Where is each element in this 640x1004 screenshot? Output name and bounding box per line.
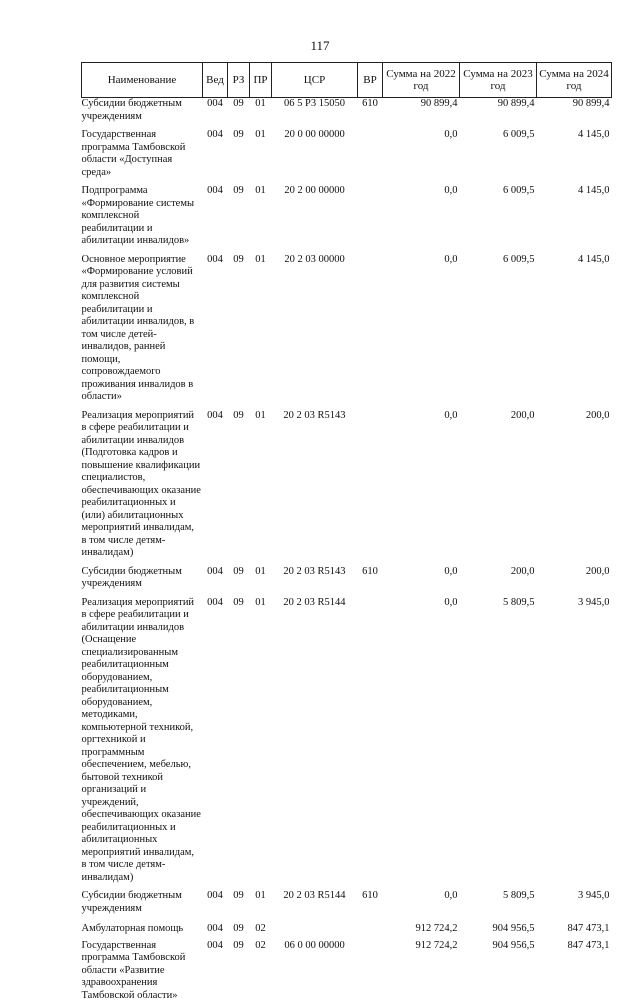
header-pr: ПР — [250, 63, 272, 98]
row-vr — [358, 181, 383, 250]
row-vr: 610 — [358, 562, 383, 593]
row-vr — [358, 593, 383, 887]
row-ved: 004 — [203, 181, 228, 250]
row-sum-2024: 847 473,1 — [537, 938, 612, 1004]
row-csr: 06 0 00 00000 — [272, 938, 358, 1004]
row-sum-2023: 90 899,4 — [460, 98, 537, 126]
row-pr: 01 — [250, 98, 272, 126]
row-vr: 610 — [358, 98, 383, 126]
row-sum-2022: 912 724,2 — [383, 938, 460, 1004]
table-row — [82, 938, 612, 1004]
row-csr: 20 0 00 00000 — [272, 125, 358, 181]
row-csr: 20 2 03 R5143 — [272, 406, 358, 562]
row-csr — [272, 917, 358, 938]
row-ved: 004 — [203, 250, 228, 406]
row-ved: 004 — [203, 562, 228, 593]
row-pr: 01 — [250, 593, 272, 887]
header-rz: РЗ — [228, 63, 250, 98]
row-name: Субсидии бюджетным учреждениям — [82, 562, 203, 593]
row-sum-2022: 0,0 — [383, 125, 460, 181]
row-sum-2023: 5 809,5 — [460, 593, 537, 887]
row-ved: 004 — [203, 406, 228, 562]
row-sum-2022: 0,0 — [383, 250, 460, 406]
row-pr: 01 — [250, 406, 272, 562]
row-sum-2022: 0,0 — [383, 562, 460, 593]
table-row — [82, 593, 612, 887]
row-sum-2023: 5 809,5 — [460, 886, 537, 917]
row-sum-2024: 90 899,4 — [537, 98, 612, 126]
row-rz: 09 — [228, 406, 250, 562]
row-csr: 20 2 00 00000 — [272, 181, 358, 250]
row-ved: 004 — [203, 593, 228, 887]
row-pr: 01 — [250, 562, 272, 593]
header-csr: ЦСР — [272, 63, 358, 98]
row-rz: 09 — [228, 917, 250, 938]
row-pr: 01 — [250, 125, 272, 181]
row-name: Амбулаторная помощь — [82, 917, 203, 938]
row-vr — [358, 917, 383, 938]
row-rz: 09 — [228, 886, 250, 917]
row-name: Субсидии бюджетным учреждениям — [82, 886, 203, 917]
row-rz: 09 — [228, 938, 250, 1004]
row-ved: 004 — [203, 917, 228, 938]
row-csr: 20 2 03 00000 — [272, 250, 358, 406]
header-sum-2023: Сумма на 2023 год — [460, 63, 537, 98]
row-ved: 004 — [203, 125, 228, 181]
row-ved: 004 — [203, 886, 228, 917]
table-row — [82, 886, 612, 917]
row-rz: 09 — [228, 562, 250, 593]
row-name: Субсидии бюджетным учреждениям — [82, 98, 203, 126]
row-sum-2023: 200,0 — [460, 406, 537, 562]
header-name: Наименование — [82, 63, 203, 98]
row-sum-2024: 200,0 — [537, 406, 612, 562]
row-sum-2024: 4 145,0 — [537, 181, 612, 250]
row-name: Основное мероприятие «Формирование условий для развития системы комплексной реабилитации и абилитации инвалидов, в том числе детей-инвалидов, ранней помощи, сопровождаемого проживания инвалидов в области» — [82, 250, 203, 406]
row-vr — [358, 938, 383, 1004]
header-sum-2022: Сумма на 2022 год — [383, 63, 460, 98]
row-rz: 09 — [228, 593, 250, 887]
row-sum-2024: 4 145,0 — [537, 125, 612, 181]
row-sum-2022: 0,0 — [383, 406, 460, 562]
row-sum-2023: 200,0 — [460, 562, 537, 593]
row-pr: 02 — [250, 917, 272, 938]
row-sum-2022: 912 724,2 — [383, 917, 460, 938]
row-sum-2023: 6 009,5 — [460, 181, 537, 250]
table-row — [82, 406, 612, 562]
row-rz: 09 — [228, 181, 250, 250]
row-sum-2023: 6 009,5 — [460, 250, 537, 406]
row-sum-2023: 904 956,5 — [460, 917, 537, 938]
row-sum-2022: 0,0 — [383, 886, 460, 917]
row-rz: 09 — [228, 125, 250, 181]
row-sum-2023: 6 009,5 — [460, 125, 537, 181]
header-sum-2024: Сумма на 2024 год — [537, 63, 612, 98]
row-sum-2024: 4 145,0 — [537, 250, 612, 406]
row-sum-2022: 90 899,4 — [383, 98, 460, 126]
row-sum-2022: 0,0 — [383, 181, 460, 250]
row-pr: 01 — [250, 250, 272, 406]
page-number: 117 — [0, 38, 640, 54]
row-vr — [358, 250, 383, 406]
table-row — [82, 250, 612, 406]
row-vr — [358, 125, 383, 181]
row-name: Реализация мероприятий в сфере реабилитации и абилитации инвалидов (Подготовка кадров и повышение квалификации специалистов, обеспечивающих оказание реабилитационных и (или) абилитационных мероприятий инвалидам, в том числе детям-инвалидам) — [82, 406, 203, 562]
row-name: Реализация мероприятий в сфере реабилитации и абилитации инвалидов (Оснащение специализированным реабилитационным оборудованием, реабилитационным оборудованием, методиками, компьютерной техникой, оргтехникой и программным обеспечением, мебелью, бытовой техникой организаций и учреждений, обеспечивающих оказание реабилитационных и абилитационных мероприятий инвалидам, в том числе детям-инвалидам) — [82, 593, 203, 887]
row-vr: 610 — [358, 886, 383, 917]
row-ved: 004 — [203, 98, 228, 126]
table-row — [82, 562, 612, 593]
header-vr: ВР — [358, 63, 383, 98]
row-sum-2023: 904 956,5 — [460, 938, 537, 1004]
table-row — [82, 181, 612, 250]
table-row — [82, 125, 612, 181]
row-sum-2024: 847 473,1 — [537, 917, 612, 938]
row-ved: 004 — [203, 938, 228, 1004]
row-pr: 02 — [250, 938, 272, 1004]
header-ved: Вед — [203, 63, 228, 98]
row-csr: 20 2 03 R5144 — [272, 593, 358, 887]
row-pr: 01 — [250, 886, 272, 917]
row-rz: 09 — [228, 250, 250, 406]
table-row — [82, 98, 612, 126]
row-sum-2024: 3 945,0 — [537, 886, 612, 917]
row-vr — [358, 406, 383, 562]
row-sum-2024: 200,0 — [537, 562, 612, 593]
row-csr: 20 2 03 R5144 — [272, 886, 358, 917]
table-header-row — [82, 63, 612, 98]
row-name: Государственная программа Тамбовской области «Развитие здравоохранения Тамбовской области» — [82, 938, 203, 1004]
row-pr: 01 — [250, 181, 272, 250]
row-sum-2022: 0,0 — [383, 593, 460, 887]
row-name: Государственная программа Тамбовской области «Доступная среда» — [82, 125, 203, 181]
table-row — [82, 917, 612, 938]
row-name: Подпрограмма «Формирование системы комплексной реабилитации и абилитации инвалидов» — [82, 181, 203, 250]
row-csr: 06 5 Р3 15050 — [272, 98, 358, 126]
budget-table — [81, 62, 612, 1004]
row-csr: 20 2 03 R5143 — [272, 562, 358, 593]
row-sum-2024: 3 945,0 — [537, 593, 612, 887]
row-rz: 09 — [228, 98, 250, 126]
